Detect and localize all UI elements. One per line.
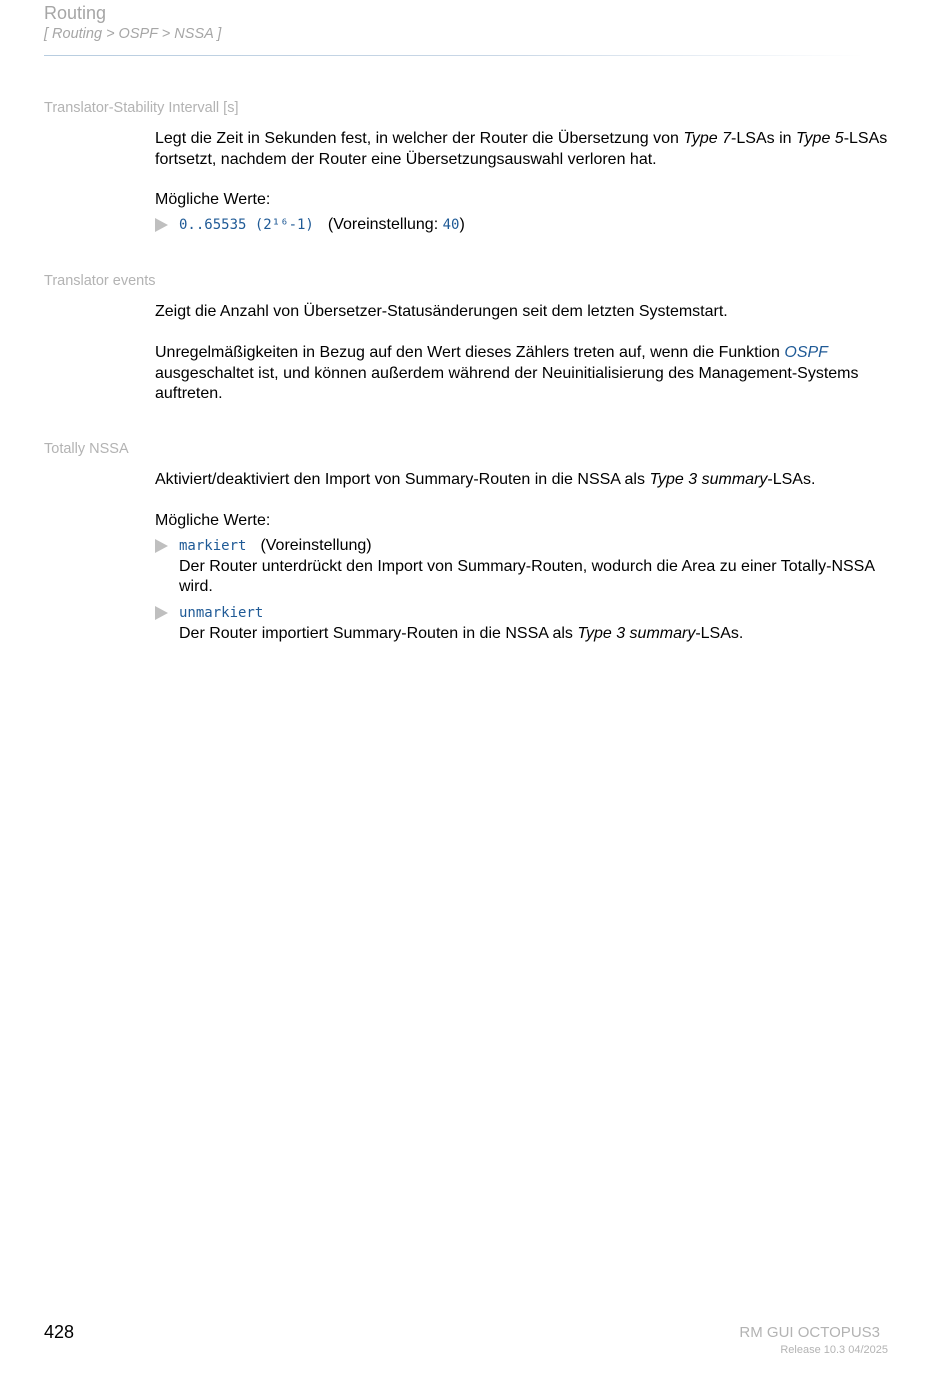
breadcrumb: [ Routing > OSPF > NSSA ] xyxy=(44,26,222,42)
option-description: Der Router unterdrückt den Import von Summary-Routen, wodurch die Area zu einer Totally-NSSA wird. xyxy=(179,557,875,595)
bullet-triangle-icon xyxy=(155,606,168,620)
default-value: 40 xyxy=(442,217,460,233)
page-number: 428 xyxy=(44,1322,75,1342)
param-description: Aktiviert/deaktiviert den Import von Summary-Routen in die NSSA als Type 3 summary-LSAs. xyxy=(155,471,816,488)
product-name: RM GUI OCTOPUS3 xyxy=(739,1324,880,1341)
option-value: markiert xyxy=(179,538,247,554)
param-name-translator-stability: Translator-Stability Intervall [s] xyxy=(44,100,239,116)
param-note: Unregelmäßigkeiten in Bezug auf den Wert dieses Zählers treten auf, wenn die Funktion OSPF ausgeschaltet ist, und können außerdem während der Neuinitialisierung des Management-Systems auftreten. xyxy=(155,344,859,402)
header-title: Routing xyxy=(44,3,107,23)
header-divider xyxy=(44,55,864,56)
option-description: Der Router importiert Summary-Routen in die NSSA als Type 3 summary-LSAs. xyxy=(179,624,744,642)
ospf-link[interactable]: OSPF xyxy=(784,344,828,361)
param-description: Legt die Zeit in Sekunden fest, in welcher der Router die Übersetzung von Type 7-LSAs in Type 5-LSAs fortsetzt, nachdem der Router eine Übersetzungsauswahl verloren hat. xyxy=(155,130,888,168)
param-name-totally-nssa: Totally NSSA xyxy=(44,441,129,457)
bullet-triangle-icon xyxy=(155,218,168,232)
bullet-triangle-icon xyxy=(155,539,168,553)
option-item-unmarkiert xyxy=(155,603,895,644)
option-default-label: (Voreinstellung) xyxy=(260,537,372,554)
option-item-markiert xyxy=(155,536,895,598)
value-range: 0..65535 (2¹⁶-1) xyxy=(179,217,314,233)
release-info: Release 10.3 04/2025 xyxy=(780,1344,888,1356)
possible-values-label: Mögliche Werte: xyxy=(155,512,271,529)
option-value: unmarkiert xyxy=(179,605,264,621)
param-description: Zeigt die Anzahl von Übersetzer-Statusänderungen seit dem letzten Systemstart. xyxy=(155,303,728,320)
param-name-translator-events: Translator events xyxy=(44,273,156,289)
value-range-item: 0..65535 (2¹⁶-1) (Voreinstellung: 40) xyxy=(155,215,895,236)
possible-values-label: Mögliche Werte: xyxy=(155,191,271,208)
